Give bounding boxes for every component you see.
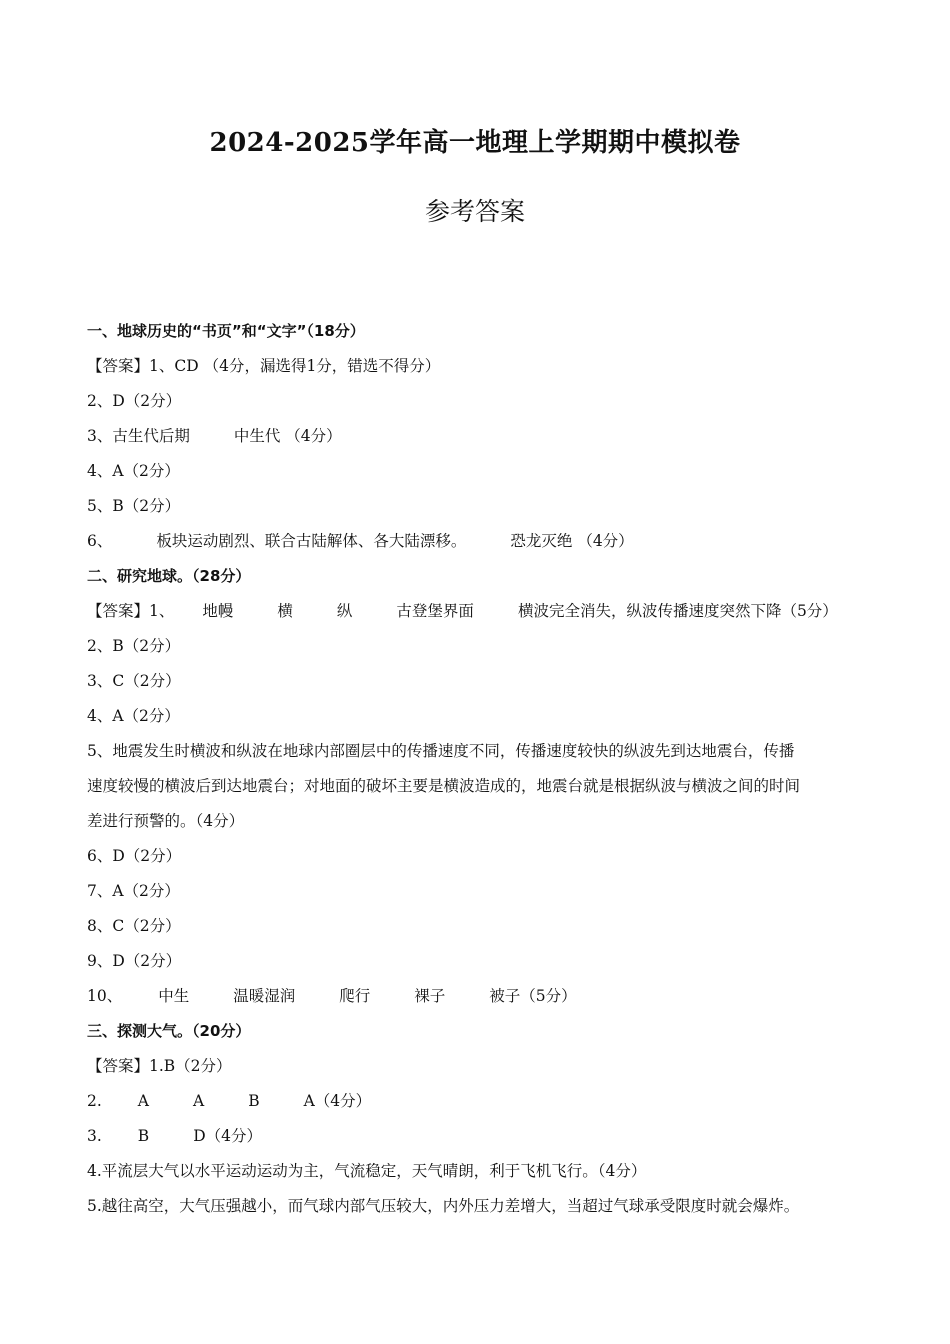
s2-answer-9: 9、D（2分） [87, 952, 182, 970]
s2-answer-2: 2、B（2分） [87, 637, 181, 655]
answer-body [87, 314, 877, 1224]
s2-answer-1-part-d: 纵 [336, 602, 353, 620]
s2-answer-10-part-d: 爬行 [339, 987, 371, 1005]
s3-answer-2 [87, 1084, 877, 1119]
s1-answer-6-label: 6、 [87, 532, 113, 550]
s2-answer-8: 8、C（2分） [87, 917, 181, 935]
document-title: 2024-2025学年高一地理上学期期中模拟卷 [209, 128, 741, 158]
section-3-heading: 三、探测大气。（20分） [87, 1022, 251, 1040]
s3-answer-3-label: 3. [87, 1127, 102, 1145]
s2-answer-4: 4、A（2分） [87, 707, 180, 725]
s2-answer-3: 3、C（2分） [87, 672, 181, 690]
s1-answer-3-part-a: 3、古生代后期 [87, 427, 190, 445]
s2-answer-5-line-3: 差进行预警的。（4分） [87, 812, 245, 830]
s2-answer-6: 6、D（2分） [87, 847, 182, 865]
s3-answer-1: 【答案】1.B（2分） [87, 1057, 232, 1075]
s2-answer-1-part-e: 古登堡界面 [396, 602, 474, 620]
section-1-heading: 一、地球历史的“书页”和“文字”（18分） [87, 322, 365, 340]
s1-answer-2: 2、D（2分） [87, 392, 182, 410]
s1-answer-3-part-b: 中生代 （4分） [233, 427, 342, 445]
s2-answer-1 [87, 594, 877, 629]
s2-answer-10-part-b: 中生 [158, 987, 190, 1005]
s2-answer-5-line-1: 5、地震发生时横波和纵波在地球内部圈层中的传播速度不同，传播速度较快的纵波先到达地震台，传播 [87, 742, 795, 760]
s2-answer-10-part-c: 温暖湿润 [233, 987, 296, 1005]
s1-answer-4: 4、A（2分） [87, 462, 180, 480]
s2-answer-10-part-f: 被子（5分） [489, 987, 577, 1005]
s3-answer-2-part-c: A [193, 1092, 205, 1110]
s2-answer-1-part-b: 地幔 [202, 602, 234, 620]
s3-answer-4: 4.平流层大气以水平运动运动为主，气流稳定，天气晴朗，利于飞机飞行。（4分） [87, 1162, 647, 1180]
s3-answer-2-label: 2. [87, 1092, 102, 1110]
s2-answer-10 [87, 979, 877, 1014]
s2-answer-10-label: 10、 [87, 987, 123, 1005]
s3-answer-2-part-b: A [137, 1092, 149, 1110]
s2-answer-5-line-2: 速度较慢的横波后到达地震台；对地面的破坏主要是横波造成的，地震台就是根据纵波与横波之间的时间 [87, 777, 801, 795]
document-subtitle: 参考答案 [424, 197, 525, 226]
s3-answer-3 [87, 1119, 877, 1154]
s1-answer-1: 【答案】1、CD （4分，漏选得1分，错选不得分） [87, 357, 441, 375]
s2-answer-1-label: 【答案】1、 [87, 602, 175, 620]
s1-answer-3 [87, 419, 877, 454]
s2-answer-1-part-f: 横波完全消失，纵波传播速度突然下降（5分） [517, 602, 838, 620]
s1-answer-6-part-b: 板块运动剧烈、联合古陆解体、各大陆漂移。 [156, 532, 467, 550]
s3-answer-2-part-d: B [248, 1092, 260, 1110]
s2-answer-7: 7、A（2分） [87, 882, 180, 900]
s3-answer-3-part-b: B [137, 1127, 150, 1145]
s3-answer-2-part-e: A（4分） [303, 1092, 372, 1110]
s1-answer-5: 5、B（2分） [87, 497, 181, 515]
s1-answer-6-part-c: 恐龙灭绝 （4分） [510, 532, 634, 550]
section-2-heading: 二、研究地球。（28分） [87, 567, 251, 585]
s3-answer-5: 5.越往高空，大气压强越小，而气球内部气压较大，内外压力差增大，当超过气球承受限度时就会爆炸。 [87, 1197, 800, 1215]
s1-answer-6 [87, 524, 877, 559]
s2-answer-1-part-c: 横 [277, 602, 293, 620]
s2-answer-10-part-e: 裸子 [414, 987, 446, 1005]
s3-answer-3-part-c: D（4分） [193, 1127, 262, 1145]
